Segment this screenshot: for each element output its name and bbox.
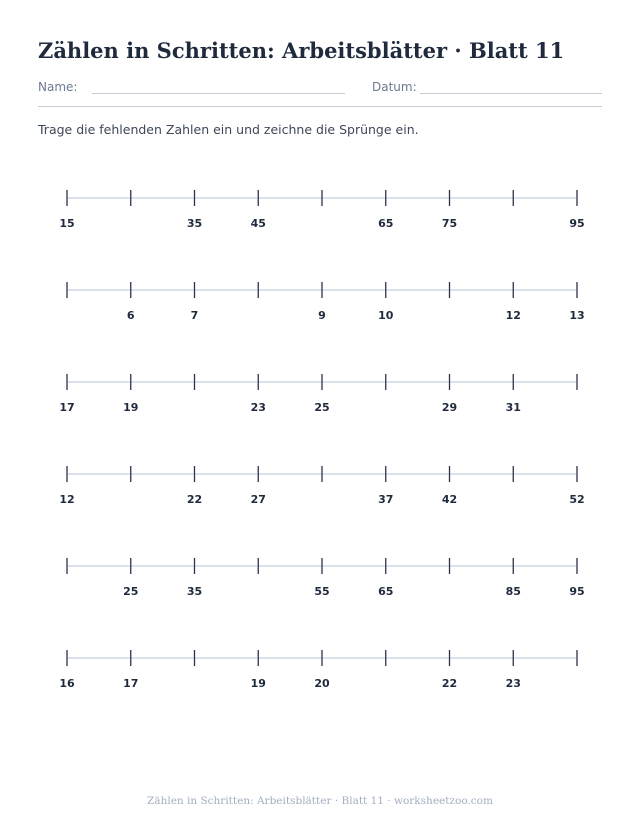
tick-label: 42 [441,493,458,506]
tick-label: 52 [569,493,585,506]
page-title: Zählen in Schritten: Arbeitsblätter · Blatt 11 [38,38,565,63]
tick-label: 10 [378,309,394,322]
tick-label: 9 [318,309,326,322]
tick-label: 20 [314,677,330,690]
tick-label: 55 [314,585,330,598]
tick-label: 23 [505,677,521,690]
page-footer: Zählen in Schritten: Arbeitsblätter · Blatt 11 · worksheetzoo.com [147,795,493,807]
tick-label: 95 [569,585,585,598]
number-line-4 [59,466,584,506]
tick-label: 45 [250,217,266,230]
tick-label: 22 [186,493,203,506]
number-line-3 [59,374,577,414]
tick-label: 17 [59,401,75,414]
tick-label: 19 [250,677,266,690]
tick-label: 6 [126,309,135,322]
tick-label: 25 [314,401,330,414]
tick-label: 7 [190,309,199,322]
tick-label: 31 [505,401,521,414]
number-line-6 [59,650,577,690]
tick-label: 37 [378,493,394,506]
number-line-5 [67,558,585,598]
tick-label: 12 [59,493,75,506]
name-label: Name: [38,80,78,94]
tick-label: 65 [378,217,394,230]
instruction-text: Trage die fehlenden Zahlen ein und zeichne die Sprünge ein. [38,122,419,137]
tick-label: 15 [59,217,75,230]
tick-label: 29 [441,401,458,414]
tick-label: 85 [505,585,521,598]
tick-label: 75 [441,217,458,230]
tick-label: 95 [569,217,585,230]
tick-label: 12 [505,309,521,322]
tick-label: 22 [441,677,458,690]
tick-label: 35 [186,585,203,598]
tick-label: 13 [569,309,585,322]
tick-label: 23 [250,401,266,414]
tick-label: 65 [378,585,394,598]
number-line-2 [67,282,585,322]
tick-label: 19 [123,401,139,414]
tick-label: 27 [250,493,266,506]
tick-label: 17 [123,677,139,690]
tick-label: 25 [123,585,139,598]
tick-label: 16 [59,677,75,690]
date-label: Datum: [372,80,417,94]
number-line-1 [59,190,584,230]
tick-label: 35 [186,217,203,230]
